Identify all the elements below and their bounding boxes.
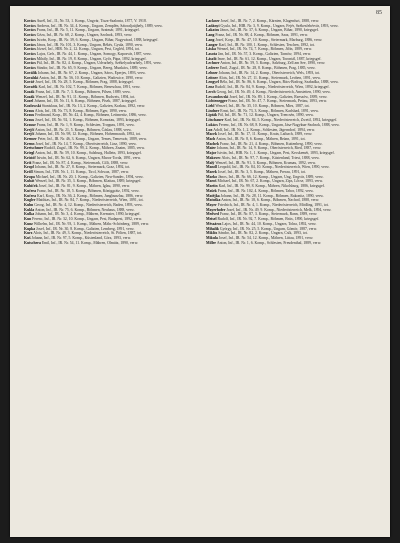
entry-surname: Lux [206,127,213,132]
entry-surname: Kubíček [24,184,38,189]
entry-details: János, Inf., IR. Nr. 66, 12. Komp., Ungarn, Ung, Ungvár, 1889, verw. [218,174,324,179]
right-column [206,19,380,246]
entry-details: Josef, Inf., IR. Nr. 17, 11. Komp., Krain, Laibach, 1889, verw. [217,132,313,137]
entry-details: Johann, Inf., IR. Nr. 67, 2. Komp., Ungarn, Sáros, Eperjes, 1893, verw. [37,70,146,75]
entry-details: Johann, Inf., IR. Nr. 28, 11. Komp., Böhmen, Rakonitz, 1890, verw. [220,193,324,198]
list-item [206,241,380,246]
entry-details: Leopold, Inf., IR. Nr. 84, 10. Komp., Niederösterreich, Wien, 1890, verw. [217,165,330,170]
entry-details: Anton, Inf., IR. Nr. 18, 6. Komp., Böhmen, Nachod, 1888, verw. [221,198,320,203]
entry-surname: Lewandowski [206,94,229,99]
entry-surname: Kovács [24,52,36,57]
entry-details: Franz, Inf., IR. Nr. 18, 5. Komp., Böhmen, Königgrätz, 1892, verw. [36,188,140,193]
entry-surname: Maroš [206,179,217,184]
entry-surname: Kovács [24,28,36,33]
entry-details: Alois, Inf., IR. Nr. 27, 11. Komp., Steiermark, Leoben, 1891, verw. [218,75,321,80]
entry-surname: Malý [206,160,215,165]
entry-surname: László [206,56,217,61]
entry-details: Wenzel, Inf., IR. Nr. 91, 11. Komp., Böhmen, Budweis, 1894, tot. [35,94,136,99]
entry-details: Géza, Inf., IR. Nr. 68, 2. Komp., Ungarn, Szolnok, 1893, verw. [36,33,133,38]
entry-surname: Marko [206,174,218,179]
entry-surname: Kuš [24,236,31,241]
entry-surname: Kuhn [24,203,34,208]
entry-details: Alois, Inf., IR. Nr. 49, 3. Komp., Niederösterreich, St. Pölten, 1887, tot. [33,231,143,236]
entry-details: Anton, Inf., IR. Nr. 59, 10. Komp., Salzburg, Hallein, 1893, kriegsgef. [35,151,142,156]
entry-details: Johann, Inf., IR. Nr. 11, 6. Komp., Böhmen, Písek, 1887, kriegsgef. [34,99,137,104]
entry-surname: Machek [206,141,220,146]
entry-details: Franz, Inf., IR. Nr. 88, 4. Komp., Böhmen, Saaz, 1891, verw. [215,33,309,38]
entry-details: János, Inf., IR. Nr. 37, 6. Komp., Ungarn, Bihar, 1890, kriegsgef. [220,28,319,33]
entry-surname: Kraus [24,118,35,123]
entry-surname: Kukla [24,207,35,212]
entry-surname: Meisel [206,217,217,222]
entry-surname: Major [206,151,217,156]
entry-surname: Mészáros [206,221,222,226]
entry-details: Franz, Inf., IR. Nr. 5, 11. Komp., Ungarn, Szatmár, 1891, kriegsgef. [36,28,140,33]
entry-details: Simon, Inf., TJR. Nr. 1, 11. Komp., Tirol, Schwaz, 1887, verw. [33,170,130,174]
entry-surname: Kovács [24,56,36,61]
entry-details: Karl, Inf., IR. Nr. 84, 5. Komp., Niederösterreich, Zwettl, 1892, kriegsgef. [224,118,338,123]
entry-surname: Kugler [24,198,36,203]
entry-surname: Kovács [24,37,36,42]
entry-details: István, Inf., IR. Nr. 62, 6. Komp., Ungarn, Maros-Torda, 1891, verw. [36,155,141,160]
entry-surname: Kristóf [24,155,36,160]
entry-surname: Matuška [206,198,221,203]
entry-surname: Lasota [206,52,217,57]
entry-details: István, Inf., HIR. Nr. 1, 1. Komp., Ungarn, Pest, Kecskemét, 1893, kriegsgef. [217,151,335,156]
entry-details: Johann, Inf., IR. Nr. 14, 2. Komp., Oberösterreich, Wels, 1893, tot. [218,70,321,75]
entry-details: Sándor, Inf., IR. Nr. 65, 9. Komp., Ungarn, Bereg, Munkács, 1889, verw. [36,66,148,71]
entry-surname: Mikula [206,236,218,241]
entry-surname: Ladányi [206,23,220,28]
left-column [24,19,198,246]
entry-details: Josef, Inf., IR. Nr. 81, 9. Komp., Mähren, Iglau, 1890, verw. [38,184,131,189]
entry-details: György, Inf., IR. Nr. 25, 5. Komp., Ungarn, Gömör, 1887, verw. [219,226,318,231]
entry-details: Lajos, Gefr., IR. Nr. 44, 1. Komp., Ungarn, Somogy, Kaposvár, 1887, verw. [36,52,152,57]
entry-surname: Kozlowski [24,103,41,108]
entry-details: Friedrich, Inf., IR. Nr. 4, 1. Komp., Niederösterreich, Mödling, 1891, tot. [217,203,329,208]
entry-surname: Lukács [206,122,218,127]
entry-surname: Lederer [206,66,220,71]
entry-details: Franz, Inf., IR. Nr. 87, 4. Komp., Steiermark, Cilli, 1888, verw. [32,160,129,165]
entry-details: Pál, Inf., IR. Nr. 71, 12. Komp., Ungarn, Trencsén, 1890, verw. [217,113,314,118]
entry-surname: Kropf [24,165,34,170]
entry-surname: Mayerhofer [206,207,226,212]
entry-details: Alois, Inf., IR. Nr. 97, 7. Komp., Küstenland, Triest, 1888, verw. [221,155,320,160]
entry-surname: Kubát [24,179,35,184]
entry-surname: Lipták [206,113,217,118]
entry-surname: Kunz [24,221,33,226]
entry-details: Franz, Inf., IR. Nr. 21, 4. Komp., Böhmen, Kuttenberg, 1890, verw. [220,141,323,146]
entry-details: Béla, Inf., IR. Nr. 86, 6. Komp., Ungarn, Bács-Bodrog, Szabadka, 1888, verw. [219,80,339,85]
entry-surname: Lehner [206,70,218,75]
entry-surname: Kovács [24,33,36,38]
entry-surname: Kraus [24,113,35,118]
entry-details: Michael, Inf., IR. Nr. 20, 1. Komp., Galizien, Neu-Sandec, 1894, verw. [35,174,144,179]
entry-surname: Kovalski [24,75,39,80]
entry-surname: Kovács [24,66,36,71]
entry-details: Anton, Inf., IR. Nr. 59, 5. Komp., Salzburg, Zell am See, 1890, verw. [220,61,326,66]
entry-surname: Mihalik [206,226,219,231]
entry-details: Johann, Inf., IR. Nr. 14, 9. Komp., Oberösterreich, Ried, 1887, verw. [216,146,322,151]
entry-details: Georg, Inf., IR. Nr. 4, 12. Komp., Niederösterreich, Baden, 1893, verw. [34,203,143,208]
entry-details: Wenzel, Inf., IR. Nr. 35, 3. Komp., Böhmen, Klattau, 1889, kriegsgef. [35,179,142,184]
entry-details: Sándor, Inf., IR. Nr. 82, 2. Komp., Ungarn, Csík, 1893, tot. [218,231,308,236]
entry-surname: Mach [206,136,216,141]
entry-details: Franz, Inf., IR. Nr. 1, 9. Komp., Schlesien, Troppau, 1891, verw. [36,122,135,127]
entry-surname: Lenz [206,85,215,90]
entry-surname: Langer [206,42,218,47]
entry-details: Aurél, Inf., II., Nr. 53, 1. Komp., Ungvár, Tisza-Szalonta, 1877, V. 1918. [36,19,147,23]
entry-details: Ferenc, Inf., IR. Nr. 68, 8. Komp., Ungarn, Jász-Nagykun-Szolnok, 1888, verw. [218,122,340,127]
entry-surname: Kupka [24,226,36,231]
entry-details: Franz, Inf., IR. Nr. 47, 7. Komp., Steiermark, Pettau, 1893, verw. [228,99,328,104]
entry-surname: Lerch [206,89,216,94]
entry-surname: Kučera [24,188,37,193]
entry-surname: Kriegl [24,151,35,156]
entry-details: Matthias, Inf., IR. Nr. 84, 7. Komp., Niederösterreich, Wien, 1891, tot. [36,198,144,203]
entry-details: Anton, Inf., IR. Nr. 21, 5. Komp., Böhmen, Čáslau, 1888, verw. [35,127,132,132]
entry-details: Anton, Inf., IR. Nr. 8, 6. Komp., Mähren, Brünn, 1891, tot. [216,136,306,141]
entry-details: Stanislaus, Inf., IR. Nr. 13, 2. Komp., Galizien, Krakau, 1892, verw. [41,103,146,108]
entry-surname: Lakatos [206,28,220,33]
entry-surname: Láska [206,47,216,52]
entry-surname: Makovec [206,155,221,160]
entry-surname: Kun [24,217,32,222]
document-page [10,6,390,537]
entry-surname: Kovács [24,61,36,66]
entry-details: Johann, Inf., IR. Nr. 97, 5. Komp., Küstenland, Görz, 1893, verw. [31,236,132,241]
entry-details: Imre, Inf., IR. Nr. 61, 12. Komp., Ungarn, Torontál, 1887, kriegsgef. [217,56,322,61]
entry-details: Emil, Zugsf., IR. Nr. 28, 8. Komp., Böhmen, Prag, 1885, verw. [219,66,316,71]
entry-surname: Matějka [206,193,220,198]
entry-details: Franz, Inf., IR. Nr. 87, 3. Komp., Steiermark, Rann, 1889, verw. [220,212,318,217]
entry-surname: Kröll [24,170,33,174]
entry-surname: Kovács [24,23,36,28]
entry-details: Johann, Inf., IR. Nr. 3, 4. Komp., Mähren, Kremsier, 1890, kriegsgef. [35,212,141,217]
list-item [24,241,198,246]
entry-surname: Krupa [24,174,35,179]
entry-surname: Maier [206,146,216,151]
entry-surname: Litschauer [206,118,224,123]
entry-surname: Krejčí [24,132,35,137]
entry-surname: Mayer [206,203,217,208]
entry-surname: Kutschera [24,240,41,245]
entry-details: Anton, Inf., IR. Nr. 56, 10. Komp., Galizien, Wadowice, 1890, verw. [39,75,144,80]
entry-details: Jan, Inf., IR. Nr. 57, 3. Komp., Galizien, Tarnów, 1894, verw. [217,52,312,57]
entry-surname: Miller [206,240,217,245]
entry-surname: Lichtenegger [206,99,228,104]
entry-surname: Krejčí [24,127,35,132]
entry-details: Georg, Inf., IR. Nr. 49, 4. Komp., Niederösterreich, Amstetten, 1890, verw. [216,89,331,94]
entry-surname: Leitner [206,75,219,80]
entry-surname: Kulka [24,212,35,217]
entry-details: Karl, Inf., IR. Nr. 99, 8. Komp., Mähren, Nikolsburg, 1886, kriegsgef. [218,184,325,189]
entry-details: Josef, Inf., IR. Nr. 89, 1. Komp., Galizien, Rzeszów, 1889, verw. [229,94,328,99]
entry-details: József, Inf., HIR. Nr. 2, 12. Komp., Ungarn, Pest, Cegléd, 1894, tot. [36,47,141,52]
entry-surname: Macek [206,132,217,137]
entry-details: Mihály, Inf., IR. Nr. 19, 8. Komp., Ungarn, Győr, Pápa, 1892, kriegsgef. [36,56,147,61]
entry-surname: Lindner [206,108,220,113]
entry-details: Anton, Inf., IR. Nr. 1, 6. Komp., Schlesien, Freudenthal, 1889, verw. [216,240,322,245]
entry-details: Karl, Inf., IR. Nr. 102, 7. Komp., Böhmen, Beneschau, 1891, verw. [38,85,141,90]
entry-surname: Mandl [206,165,217,170]
entry-surname: Kozel [24,99,34,104]
entry-details: Ernst, Inf., IR. Nr. 73, 3. Komp., Böhmen, Karlsbad, 1891, verw. [220,108,319,113]
entry-details: Rudolf, Zugsf., IR. Nr. 99, 2. Komp., Mähren, Znaim, 1885, verw. [44,146,145,151]
entry-details: Josef, Inf., IR. Nr. 54, 12. Komp., Mähren, Littau, 1891, verw. [218,236,314,241]
entry-details: Josef, Inf., IR. Nr. 28, 5. Komp., Böhmen, Prag, 1888, kriegsgef. [35,80,134,85]
entry-details: Andreas, Inf., IR. Nr. 34, 4. Komp., Ungarn, Zemplén, Sátoraljaújhely, 1889, verw. [36,23,163,28]
entry-details: Alois, Inf., IR. Nr. 73, 8. Komp., Böhmen, Eger, 1890, verw. [34,108,127,113]
entry-surname: Miklós [206,231,218,236]
entry-details: Anton, Inf., IR. Nr. 75, 6. Komp., Böhmen, Neuhaus, 1888, verw. [34,207,135,212]
entry-details: Rudolf, Inf., IR. Nr. 84, 9. Komp., Niederösterreich, Wien, 1892, kriegsgef. [214,85,330,90]
entry-surname: Krause [24,122,36,127]
entry-details: Lajos, Inf., IR. Nr. 44, 10. Komp., Ungarn, Tolna, 1892, verw. [222,221,317,226]
entry-details: Franz, Inf., IR. Nr. 102, 4. Komp., Böhmen, Tabor, 1892, verw. [217,188,314,193]
entry-details: Gyula, Inf., HIR. Nr. 3, 9. Komp., Ungarn, Fejér, Székesfehérvár, 1893, verw. [220,23,339,28]
entry-details: István, Korp., IR. Nr. 39, 6. Komp., Ungarn, Bihar, Nagyvárad, 1888, kriegsgef. [36,37,159,42]
entry-details: Michael, Inf., IR. Nr. 67, 2. Komp., Ungarn, Zips, Lőcse, 1893, verw. [217,179,323,184]
entry-surname: Kozák [24,94,35,99]
entry-surname: Mašek [206,188,217,193]
entry-surname: Medved [206,212,220,217]
entry-details: Josef, Inf., IR. Nr. 92, 1. Komp., Böhmen, Komotau, 1893, kriegsgef. [35,118,141,123]
entry-details: Karl, Inf., IR. Nr. 100, 1. Komp., Schlesien, Teschen, 1892, tot. [218,42,315,47]
entry-details: János, Inf., IR. Nr. 101, 3. Komp., Ungarn, Békés, Gyula, 1890, verw. [36,42,143,47]
entry-details: Ferenc, Inf., IR. Nr. 32, 10. Komp., Ungarn, Pest, Budapest, 1892, verw. [32,217,143,222]
entry-details: Wenzel, Inf., IR. Nr. 35, 10. Komp., Böhmen, Mies, 1887, tot. [215,103,310,108]
entry-surname: Kraus [24,108,35,113]
entry-surname: Lengyel [206,80,219,85]
entry-surname: Kovács [24,42,36,47]
entry-details: Wilhelm, Inf., IR. Nr. 93, 1. Komp., Mähren, Mähr.-Schönberg, 1889, verw. [33,221,150,226]
entry-details: Emil, Inf., IR. Nr. 54, 11. Komp., Mähren, Olmütz, 1890, verw. [41,240,139,245]
entry-surname: Lackner [206,19,220,23]
entry-details: Josef, Inf., IR. Nr. 3, 5. Komp., Mähren, Prerau, 1891, tot. [217,170,307,174]
entry-surname: Kovář [24,80,35,85]
entry-surname: Marek [206,170,217,174]
entry-surname: Kovács [24,19,36,23]
page-number: 85 [376,10,382,16]
entry-surname: Lechner [206,61,220,66]
entry-surname: Martin [206,184,218,189]
entry-surname: Kovács [24,47,36,52]
entry-details: Peter, Inf., IR. Nr. 46, 3. Komp., Ungarn, Temes, Temesvár, 1889, verw. [37,136,147,141]
entry-surname: Križ [24,160,32,165]
entry-details: Johann, Inf., IR. Nr. 27, 8. Komp., Steiermark, Graz, 1892, tot. [34,165,131,170]
entry-details: Josef, Inf., IR. Nr. 30, 8. Komp., Galizien, Lemberg, 1891, verw. [36,226,135,231]
entry-details: Wenzel, Inf., IR. Nr. 91, 3. Komp., Böhmen, Krumau, 1892, verw. [215,160,316,165]
entry-details: Rudolf, Inf., IR. Nr. 92, 7. Komp., Böhmen, Brüx, 1890, kriegsgef. [217,217,320,222]
entry-surname: Kučera [24,193,37,198]
entry-details: Josef, Korp., IR. Nr. 47, 10. Komp., Steiermark, Marburg, 1886, verw. [215,37,323,42]
entry-details: Franz, Inf., LIR. Nr. 7, 3. Komp., Böhmen, Pilsen, 1889, verw. [35,89,131,94]
entry-details: Josef, Inf., IR. Nr. 14, 7. Komp., Oberösterreich, Linz, 1890, verw. [35,141,137,146]
entry-surname: Kretschmer [24,146,44,151]
entry-surname: Koválik [24,70,37,75]
entry-surname: Lang [206,37,215,42]
entry-details: Ferdinand, Korp., IR. Nr. 42, 4. Komp., Böhmen, Leitmeritz, 1886, verw. [35,113,147,118]
entry-surname: Kozák [24,89,35,94]
entry-surname: Krenn [24,141,35,146]
entry-details: Adolf, Inf., IR. Nr. 1, 2. Komp., Schlesien, Jägerndorf, 1894, verw. [213,127,316,132]
entry-details: Pál, Inf., IR. Nr. 82, 4. Komp., Ungarn, Udvarhely, Székelyudvarhely, 1891, verw. [36,61,162,66]
entry-details: Josef, Inf., IR. Nr. 49, 9. Komp., Niederösterreich, Melk, 1894, verw. [226,207,332,212]
entry-surname: Liebl [206,103,215,108]
entry-details: Wenzel, Inf., IR. Nr. 74, 7. Komp., Böhmen, Jičín, 1889, verw. [216,47,313,52]
entry-surname: Kremer [24,136,37,141]
entry-details: Karl, Korp., IR. Nr. 36, 2. Komp., Böhmen, Jungbunzlau, 1886, verw. [36,193,144,198]
entry-details: Johann, Inf., IR. Nr. 98, 12. Komp., Böhmen, Hohenmauth, 1892, tot. [35,132,141,137]
entry-surname: Kovařík [24,85,38,90]
entry-details: Josef, Inf., IR. Nr. 7, 2. Komp., Kärnten, Klagenfurt, 1888, verw. [220,19,320,23]
entry-surname: Lang [206,33,215,38]
entry-surname: Kurz [24,231,33,236]
